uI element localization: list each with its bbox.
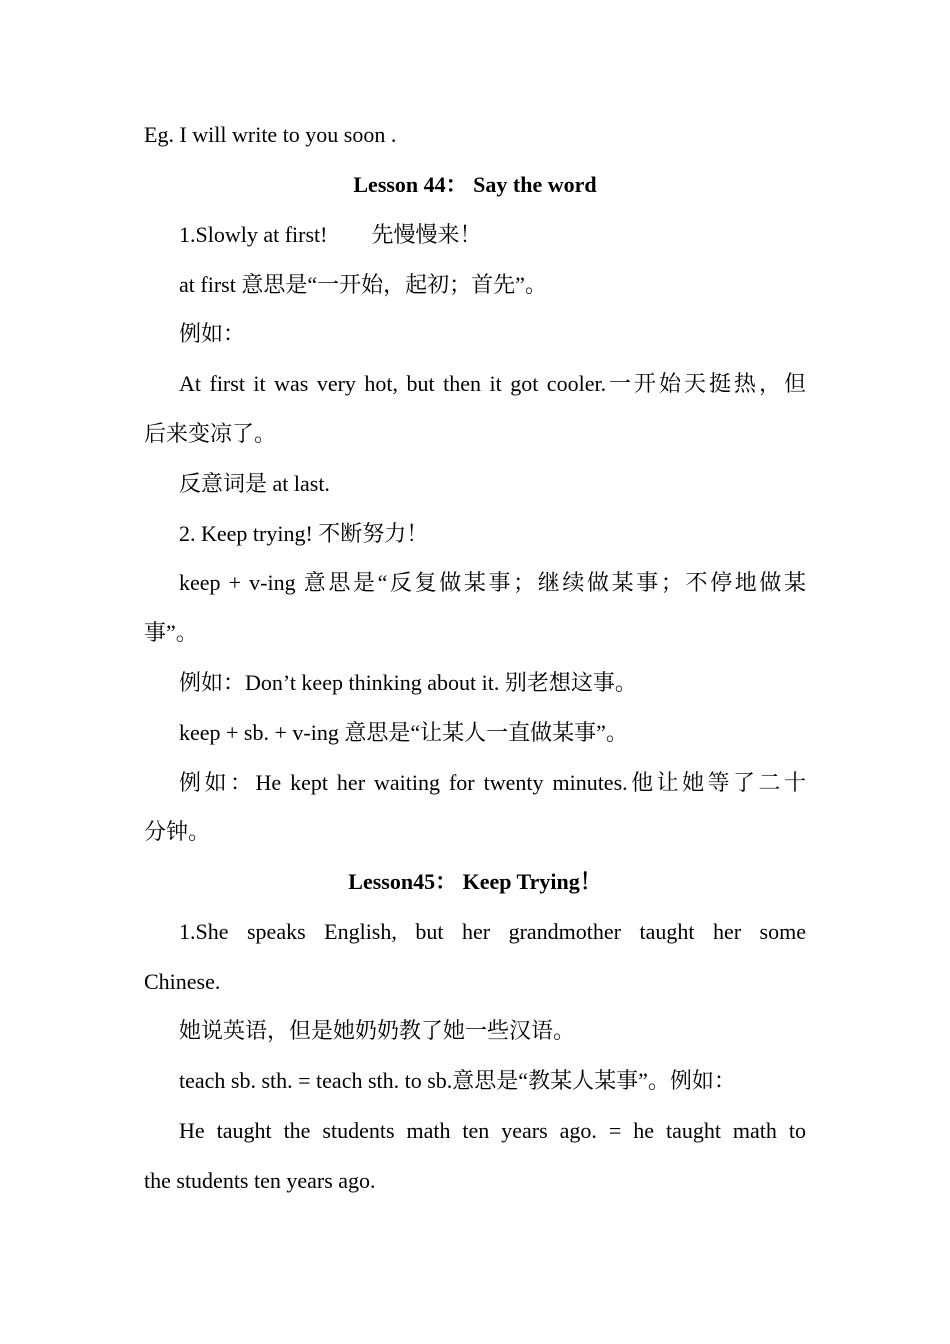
- keep-sb-ving-example: 例如：He kept her waiting for twenty minutes.他让她等了二十: [179, 770, 806, 795]
- point-2-title: 2. Keep trying! 不断努力！: [179, 521, 429, 546]
- keep-ving-meaning: keep + v-ing 意思是“反复做某事；继续做某事；不停地做某: [179, 570, 806, 595]
- lesson-45-translation: 她说英语，但是她奶奶教了她一些汉语。: [179, 1018, 576, 1043]
- at-first-meaning: at first 意思是“一开始，起初；首先”。: [179, 272, 547, 297]
- at-first-example-cont: 后来变凉了。: [144, 421, 277, 446]
- keep-ving-meaning-cont: 事”。: [144, 620, 198, 645]
- keep-sb-ving-example-cont: 分钟。: [144, 819, 211, 844]
- point-1-title: 1.Slowly at first! 先慢慢来！: [179, 222, 482, 247]
- lesson-45-sentence: 1.She speaks English, but her grandmother taught her some: [179, 919, 806, 944]
- keep-ving-example: 例如：Don’t keep thinking about it. 别老想这事。: [179, 670, 637, 695]
- teach-example-cont: the students ten years ago.: [144, 1168, 376, 1193]
- lesson-44-heading: Lesson 44： Say the word: [353, 172, 597, 197]
- teach-example: He taught the students math ten years ago. = he taught math to: [179, 1118, 806, 1143]
- antonym-line: 反意词是 at last.: [179, 471, 330, 496]
- keep-sb-ving-meaning: keep + sb. + v-ing 意思是“让某人一直做某事”。: [179, 720, 628, 745]
- example-line: Eg. I will write to you soon .: [144, 122, 397, 147]
- lesson-45-sentence-cont: Chinese.: [144, 969, 221, 994]
- lesson-45-heading: Lesson45： Keep Trying！: [348, 869, 602, 894]
- example-label: 例如：: [179, 321, 246, 346]
- at-first-example: At first it was very hot, but then it got cooler.一开始天挺热，但: [179, 371, 806, 396]
- teach-meaning: teach sb. sth. = teach sth. to sb.意思是“教某人某事”。例如：: [179, 1068, 736, 1093]
